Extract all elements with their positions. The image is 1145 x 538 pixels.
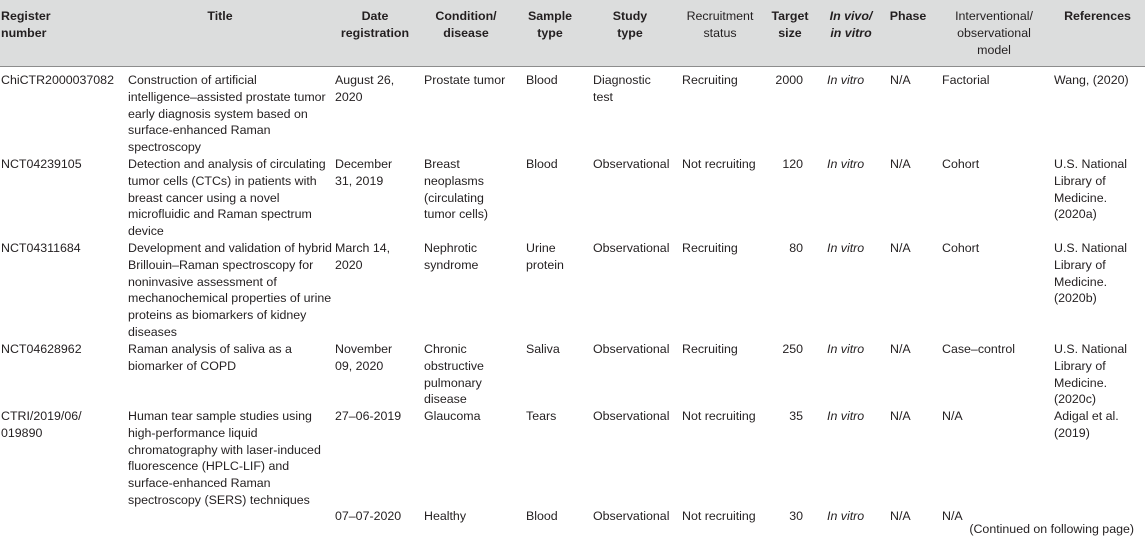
- cell-title: Detection and analysis of circulating tumor cells (CTCs) in patients with breast cancer using a novel microfluidic and Raman spectrum device: [128, 157, 326, 239]
- cell-recruitment: Recruiting: [682, 241, 738, 255]
- cell-model: N/A: [942, 409, 963, 423]
- cell-sample-type: Blood: [526, 509, 558, 523]
- cell-register-number: NCT04239105: [1, 157, 82, 171]
- cell-date: 27–06-2019: [335, 409, 402, 423]
- cell-references: Adigal et al. (2019): [1054, 409, 1119, 440]
- cell-references: U.S. National Library of Medicine. (2020b): [1054, 241, 1128, 306]
- header-in-vivo-in-vitro: In vivo/ in vitro: [829, 9, 873, 40]
- cell-phase: N/A: [890, 509, 911, 523]
- cell-model: Case–control: [942, 342, 1016, 356]
- cell-register-number: NCT04628962: [1, 342, 82, 356]
- cell-recruitment: Not recruiting: [682, 157, 756, 171]
- cell-title: Human tear sample studies using high-performance liquid chromatography with laser-induced fluorescence (HPLC-LIF) and surface-enhanced Raman spectroscopy (SERS) techniques: [128, 409, 321, 507]
- cell-study-type: Observational: [593, 157, 670, 171]
- cell-title: Raman analysis of saliva as a biomarker of COPD: [128, 342, 292, 373]
- cell-register-number: CTRI/2019/06/ 019890: [1, 409, 82, 440]
- cell-in-vivo-in-vitro: In vitro: [827, 409, 865, 423]
- cell-model: Factorial: [942, 73, 990, 87]
- cell-study-type: Observational: [593, 241, 670, 255]
- cell-register-number: ChiCTR2000037082: [1, 73, 114, 87]
- header-study-type: Study type: [612, 9, 648, 40]
- cell-date: December 31, 2019: [335, 157, 393, 188]
- cell-sample-type: Tears: [526, 409, 557, 423]
- header-recruitment-status: Recruitment status: [686, 9, 754, 40]
- header-references: References: [1064, 9, 1131, 23]
- cell-study-type: Observational: [593, 409, 670, 423]
- header-model: Interventional/ observational model: [955, 9, 1033, 57]
- cell-target-size: 30: [789, 509, 803, 523]
- cell-target-size: 35: [789, 409, 803, 423]
- header-rule: [0, 66, 1145, 67]
- continued-note: (Continued on following page): [969, 522, 1134, 536]
- cell-in-vivo-in-vitro: In vitro: [827, 342, 865, 356]
- cell-phase: N/A: [890, 241, 911, 255]
- cell-study-type: Diagnostic test: [593, 73, 651, 104]
- cell-target-size: 250: [782, 342, 803, 356]
- header-register-number: Register number: [1, 9, 51, 40]
- cell-in-vivo-in-vitro: In vitro: [827, 157, 865, 171]
- cell-title: Development and validation of hybrid Brillouin–Raman spectroscopy for noninvasive assessment of mechanochemical properties of urine proteins as biomarkers of kidney diseases: [128, 241, 332, 339]
- cell-register-number: NCT04311684: [1, 241, 81, 255]
- cell-references: U.S. National Library of Medicine. (2020a): [1054, 157, 1128, 222]
- header-sample-type: Sample type: [527, 9, 573, 40]
- cell-model: N/A: [942, 509, 963, 523]
- cell-study-type: Observational: [593, 509, 670, 523]
- cell-condition: Glaucoma: [424, 409, 481, 423]
- cell-references: Wang, (2020): [1054, 73, 1129, 87]
- cell-target-size: 120: [782, 157, 803, 171]
- cell-in-vivo-in-vitro: In vitro: [827, 73, 865, 87]
- cell-sample-type: Blood: [526, 73, 558, 87]
- cell-target-size: 80: [789, 241, 803, 255]
- header-date-registration: Date registration: [340, 9, 410, 40]
- cell-study-type: Observational: [593, 342, 670, 356]
- header-title: Title: [207, 9, 233, 23]
- cell-references: U.S. National Library of Medicine. (2020c): [1054, 342, 1128, 407]
- cell-target-size: 2000: [775, 73, 803, 87]
- cell-in-vivo-in-vitro: In vitro: [827, 241, 865, 255]
- cell-model: Cohort: [942, 157, 980, 171]
- cell-condition: Breast neoplasms (circulating tumor cells): [424, 157, 489, 222]
- cell-recruitment: Recruiting: [682, 73, 738, 87]
- cell-condition: Chronic obstructive pulmonary disease: [424, 342, 484, 407]
- cell-recruitment: Not recruiting: [682, 509, 756, 523]
- cell-phase: N/A: [890, 342, 911, 356]
- cell-date: November 09, 2020: [335, 342, 393, 373]
- header-target-size: Target size: [771, 9, 809, 40]
- cell-phase: N/A: [890, 409, 911, 423]
- cell-date: August 26, 2020: [335, 73, 395, 104]
- cell-phase: N/A: [890, 157, 911, 171]
- cell-in-vivo-in-vitro: In vitro: [827, 509, 865, 523]
- cell-sample-type: Blood: [526, 157, 558, 171]
- cell-condition: Healthy: [424, 509, 467, 523]
- cell-title: Construction of artificial intelligence–assisted prostate tumor early diagnosis system based on surface-enhanced Raman spectroscopy: [128, 73, 326, 155]
- cell-condition: Prostate tumor: [424, 73, 506, 87]
- cell-model: Cohort: [942, 241, 980, 255]
- cell-sample-type: Urine protein: [526, 241, 564, 272]
- cell-condition: Nephrotic syndrome: [424, 241, 479, 272]
- cell-date: 07–07-2020: [335, 509, 402, 523]
- header-phase: Phase: [889, 9, 927, 23]
- header-condition: Condition/ disease: [435, 9, 497, 40]
- cell-recruitment: Recruiting: [682, 342, 738, 356]
- table-header: [0, 0, 1145, 66]
- cell-phase: N/A: [890, 73, 911, 87]
- cell-recruitment: Not recruiting: [682, 409, 756, 423]
- cell-sample-type: Saliva: [526, 342, 560, 356]
- cell-date: March 14, 2020: [335, 241, 391, 272]
